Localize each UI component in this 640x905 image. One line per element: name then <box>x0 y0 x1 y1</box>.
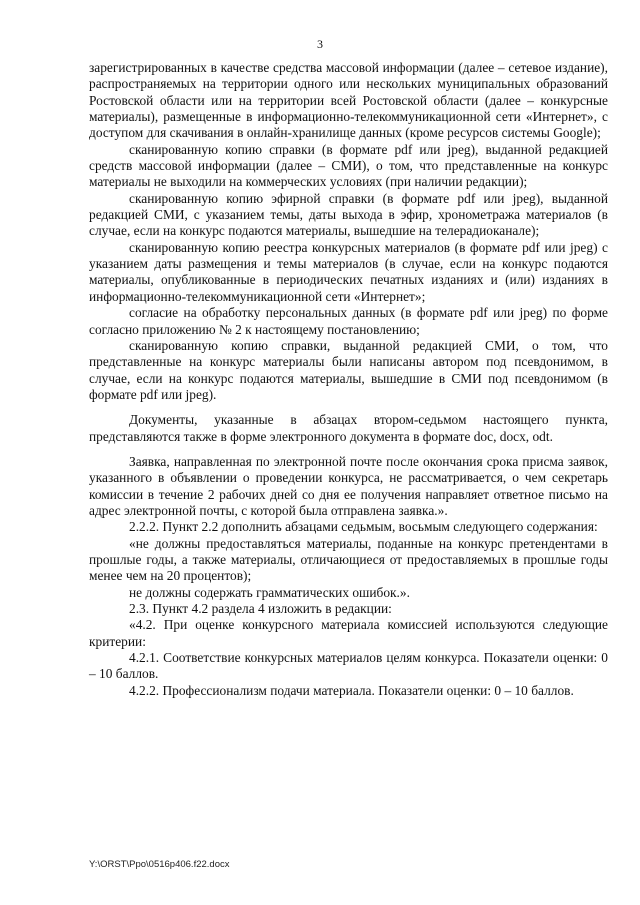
paragraph: 4.2.1. Соответствие конкурсных материалов целям конкурса. Показатели оценки: 0 – 10 баллов. <box>89 650 608 682</box>
paragraph: «4.2. При оценке конкурсного материала комиссией используются следующие критерии: <box>89 617 608 649</box>
file-path-footer: Y:\ORST\Ppo\0516p406.f22.docx <box>89 859 230 870</box>
paragraph: зарегистрированных в качестве средства массовой информации (далее – сетевое издание), распространяемых на территории одного или нескольких муниципальных образований Ростовской области или на территории всей Ростовской области (далее – конкурсные материалы), размещенные в информационно-телекоммуникационной сети «Интернет», с доступом для скачивания в онлайн-хранилище данных (кроме ресурсов системы Google); <box>89 60 608 141</box>
paragraph: сканированную копию справки (в формате pdf или jpeg), выданной редакцией средств массовой информации (далее – СМИ), о том, что представленные на конкурс материалы не выходили на коммерческих условиях (при наличии редакции); <box>89 141 608 190</box>
paragraph: сканированную копию справки, выданной редакцией СМИ, о том, что представленные на конкурс материалы были написаны автором под псевдонимом, в случае, если на конкурс подаются материалы, вышедшие в СМИ под псевдонимом (в формате pdf или jpeg). <box>89 337 608 402</box>
paragraph: согласие на обработку персональных данных (в формате pdf или jpeg) по форме согласно приложению № 2 к настоящему постановлению; <box>89 305 608 337</box>
paragraph: сканированную копию эфирной справки (в формате pdf или jpeg), выданной редакцией СМИ, с указанием темы, даты выхода в эфир, хронометража материалов (в случае, если на конкурс подаются материалы, вышедшие на телерадиоканале); <box>89 190 608 239</box>
paragraph: Заявка, направленная по электронной почте после окончания срока присма заявок, указанного в объявлении о проведении конкурса, не рассматривается, о чем секретарь комиссии в течение 2 рабочих дней со дня ее получения направляет ответное письмо на адрес электронной почты, с которой была отправлена заявка.». <box>89 453 608 518</box>
document-body <box>89 60 608 699</box>
paragraph: не должны содержать грамматических ошибок.». <box>129 584 410 600</box>
paragraph: 4.2.2. Профессионализм подачи материала. Показатели оценки: 0 – 10 баллов. <box>129 682 574 698</box>
paragraph: Документы, указанные в абзацах втором-седьмом настоящего пункта, представляются также в форме электронного документа в формате doc, docx, odt. <box>89 412 608 444</box>
paragraph: 2.2.2. Пункт 2.2 дополнить абзацами седьмым, восьмым следующего содержания: <box>129 519 598 535</box>
paragraph: 2.3. Пункт 4.2 раздела 4 изложить в редакции: <box>129 601 392 616</box>
paragraph: сканированную копию реестра конкурсных материалов (в формате pdf или jpeg) с указанием даты размещения и темы материалов (в случае, если на конкурс подаются материалы, опубликованные в периодических печатных изданиях и (или) изданиях в информационно-телекоммуникационной сети «Интернет»; <box>89 239 608 304</box>
page-number: 3 <box>317 37 323 51</box>
paragraph: «не должны предоставляться материалы, поданные на конкурс претендентами в прошлые годы, а также материалы, отличающиеся от предоставляемых в прошлые годы менее чем на 20 процентов); <box>89 535 608 584</box>
